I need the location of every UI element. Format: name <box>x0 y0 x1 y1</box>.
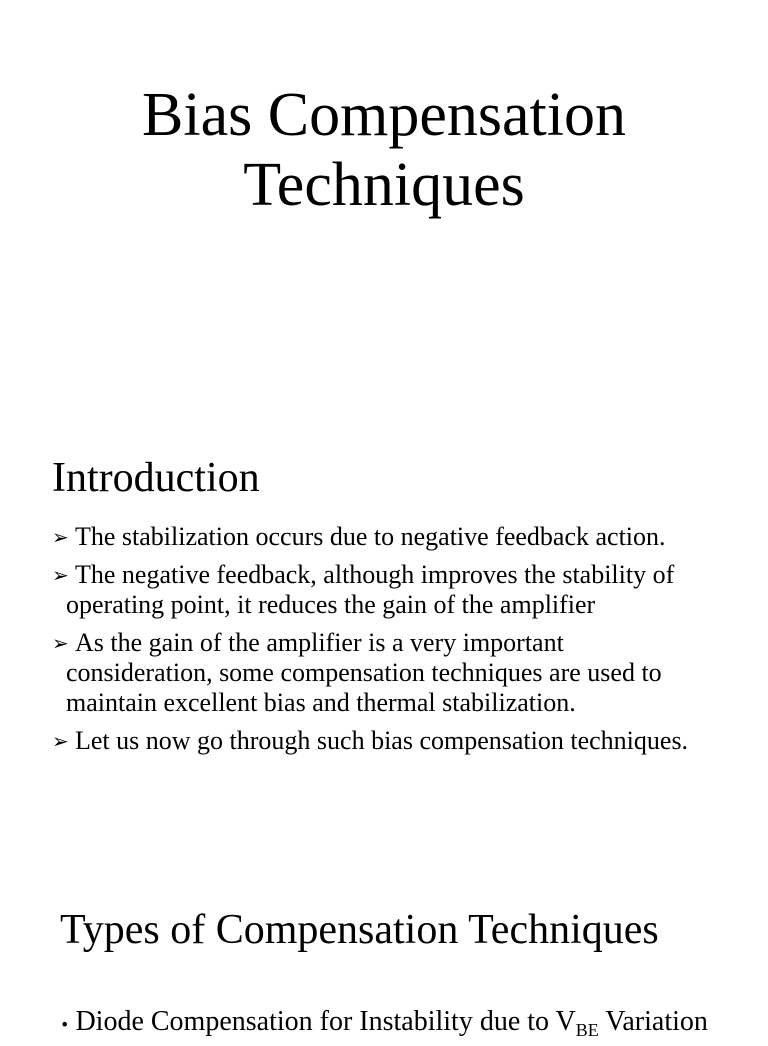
arrowhead-bullet-icon: ➢ <box>52 525 69 549</box>
slide-title-line-1: Bias Compensation <box>142 81 626 149</box>
arrowhead-bullet-icon: ➢ <box>52 631 69 655</box>
bullet-text: The negative feedback, although improves the stability of operating point, it reduces the gain of the amplifier <box>66 560 675 619</box>
arrowhead-bullet-icon: ➢ <box>52 729 69 753</box>
introduction-heading: Introduction <box>52 455 260 501</box>
types-list <box>60 1006 760 1046</box>
type-item-subscript: BE <box>575 1020 599 1040</box>
bullet-text: The stabilization occurs due to negative feedback action. <box>75 522 666 551</box>
types-heading: Types of Compensation Techniques <box>60 907 659 953</box>
list-item <box>52 726 702 756</box>
arrowhead-bullet-icon: ➢ <box>52 563 69 587</box>
bullet-text: Let us now go through such bias compensation techniques. <box>75 726 689 755</box>
bullet-text: As the gain of the amplifier is a very important consideration, some compensation techniques are used to maintain excellent bias and thermal stabilization. <box>66 628 662 717</box>
list-item <box>52 560 702 620</box>
type-item-text: Diode Compensation for Instability due to V <box>75 1006 576 1037</box>
type-item-suffix: Variation <box>598 1006 708 1037</box>
list-item <box>52 628 702 718</box>
list-item <box>60 1006 760 1046</box>
list-item <box>52 522 702 552</box>
introduction-bullet-list <box>52 522 702 764</box>
slide-title-line-2: Techniques <box>243 151 525 219</box>
slide-title <box>0 80 768 220</box>
bullet-dot-icon: • <box>60 1015 70 1034</box>
